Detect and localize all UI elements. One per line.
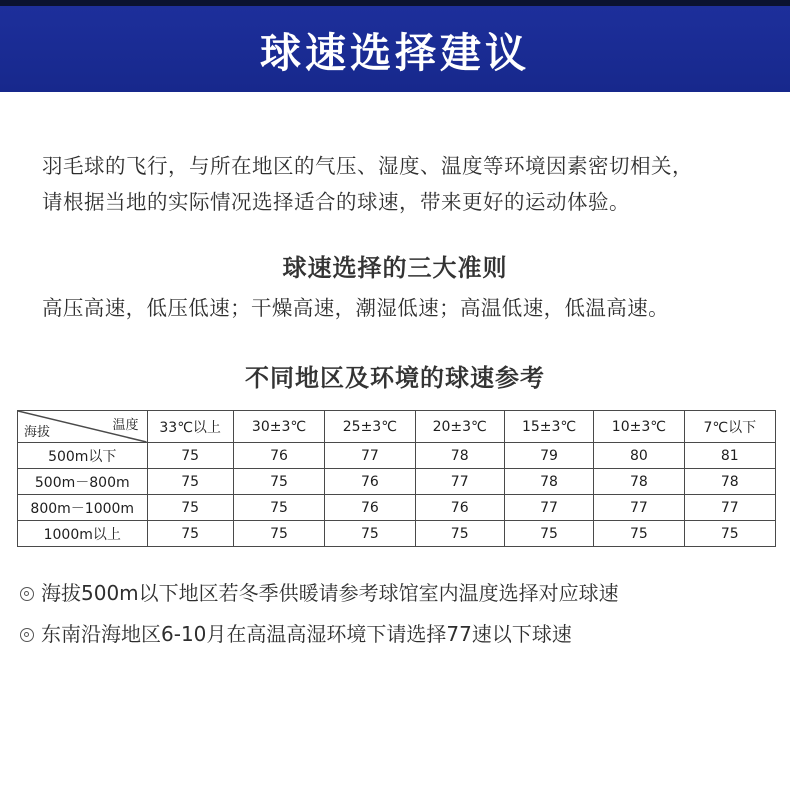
table-cell: 81 [684, 443, 775, 469]
row-label: 500m－800m [18, 469, 148, 495]
table-cell: 75 [147, 521, 233, 547]
table-cell: 77 [415, 469, 504, 495]
table-cell: 77 [594, 495, 684, 521]
ball-speed-table [17, 410, 776, 547]
table-cell: 77 [325, 443, 415, 469]
double-circle-icon [20, 587, 34, 601]
column-header: 25±3℃ [325, 411, 415, 443]
table-row [18, 469, 776, 495]
table-cell: 75 [325, 521, 415, 547]
note-item [20, 573, 780, 614]
table-cell: 75 [147, 495, 233, 521]
corner-label-temperature: 温度 [112, 418, 139, 433]
column-header: 10±3℃ [594, 411, 684, 443]
rules-text: 高压高速，低压低速；干燥高速，潮湿低速；高温低速，低温高速。 [42, 296, 669, 320]
table-row [18, 495, 776, 521]
table-cell: 75 [233, 469, 324, 495]
note-item [20, 614, 780, 655]
table-cell: 78 [504, 469, 593, 495]
table-corner-cell [18, 411, 148, 443]
column-header: 7℃以下 [684, 411, 775, 443]
table-cell: 75 [504, 521, 593, 547]
corner-label-altitude: 海拔 [24, 425, 51, 440]
column-header: 30±3℃ [233, 411, 324, 443]
table-cell: 78 [415, 443, 504, 469]
table-cell: 75 [233, 495, 324, 521]
note-text: 东南沿海地区6-10月在高温高湿环境下请选择77速以下球速 [41, 622, 572, 646]
column-header: 15±3℃ [504, 411, 593, 443]
title-banner [0, 6, 790, 92]
table-cell: 77 [504, 495, 593, 521]
intro-paragraph [42, 148, 762, 220]
notes-list [20, 573, 780, 655]
table-cell: 75 [233, 521, 324, 547]
double-circle-icon [20, 628, 34, 642]
column-header: 33℃以上 [147, 411, 233, 443]
table-cell: 75 [147, 469, 233, 495]
table-cell: 78 [684, 469, 775, 495]
table-heading: 不同地区及环境的球速参考 [245, 364, 545, 392]
table-row [18, 521, 776, 547]
rules-heading: 球速选择的三大准则 [282, 254, 508, 282]
table-cell: 76 [325, 469, 415, 495]
table-cell: 75 [684, 521, 775, 547]
row-label: 1000m以上 [18, 521, 148, 547]
table-cell: 76 [415, 495, 504, 521]
table-cell: 79 [504, 443, 593, 469]
column-header: 20±3℃ [415, 411, 504, 443]
table-cell: 80 [594, 443, 684, 469]
note-text: 海拔500m以下地区若冬季供暖请参考球馆室内温度选择对应球速 [41, 581, 619, 605]
table-cell: 78 [594, 469, 684, 495]
page-title: 球速选择建议 [260, 28, 530, 77]
intro-line-1: 羽毛球的飞行，与所在地区的气压、湿度、温度等环境因素密切相关， [42, 154, 693, 178]
table-cell: 75 [147, 443, 233, 469]
table-cell: 75 [415, 521, 504, 547]
table-header-row [18, 411, 776, 443]
table-cell: 77 [684, 495, 775, 521]
table-cell: 75 [594, 521, 684, 547]
table-cell: 76 [233, 443, 324, 469]
intro-line-2: 请根据当地的实际情况选择适合的球速，带来更好的运动体验。 [42, 190, 630, 214]
row-label: 800m－1000m [18, 495, 148, 521]
table-row [18, 443, 776, 469]
table-cell: 76 [325, 495, 415, 521]
row-label: 500m以下 [18, 443, 148, 469]
